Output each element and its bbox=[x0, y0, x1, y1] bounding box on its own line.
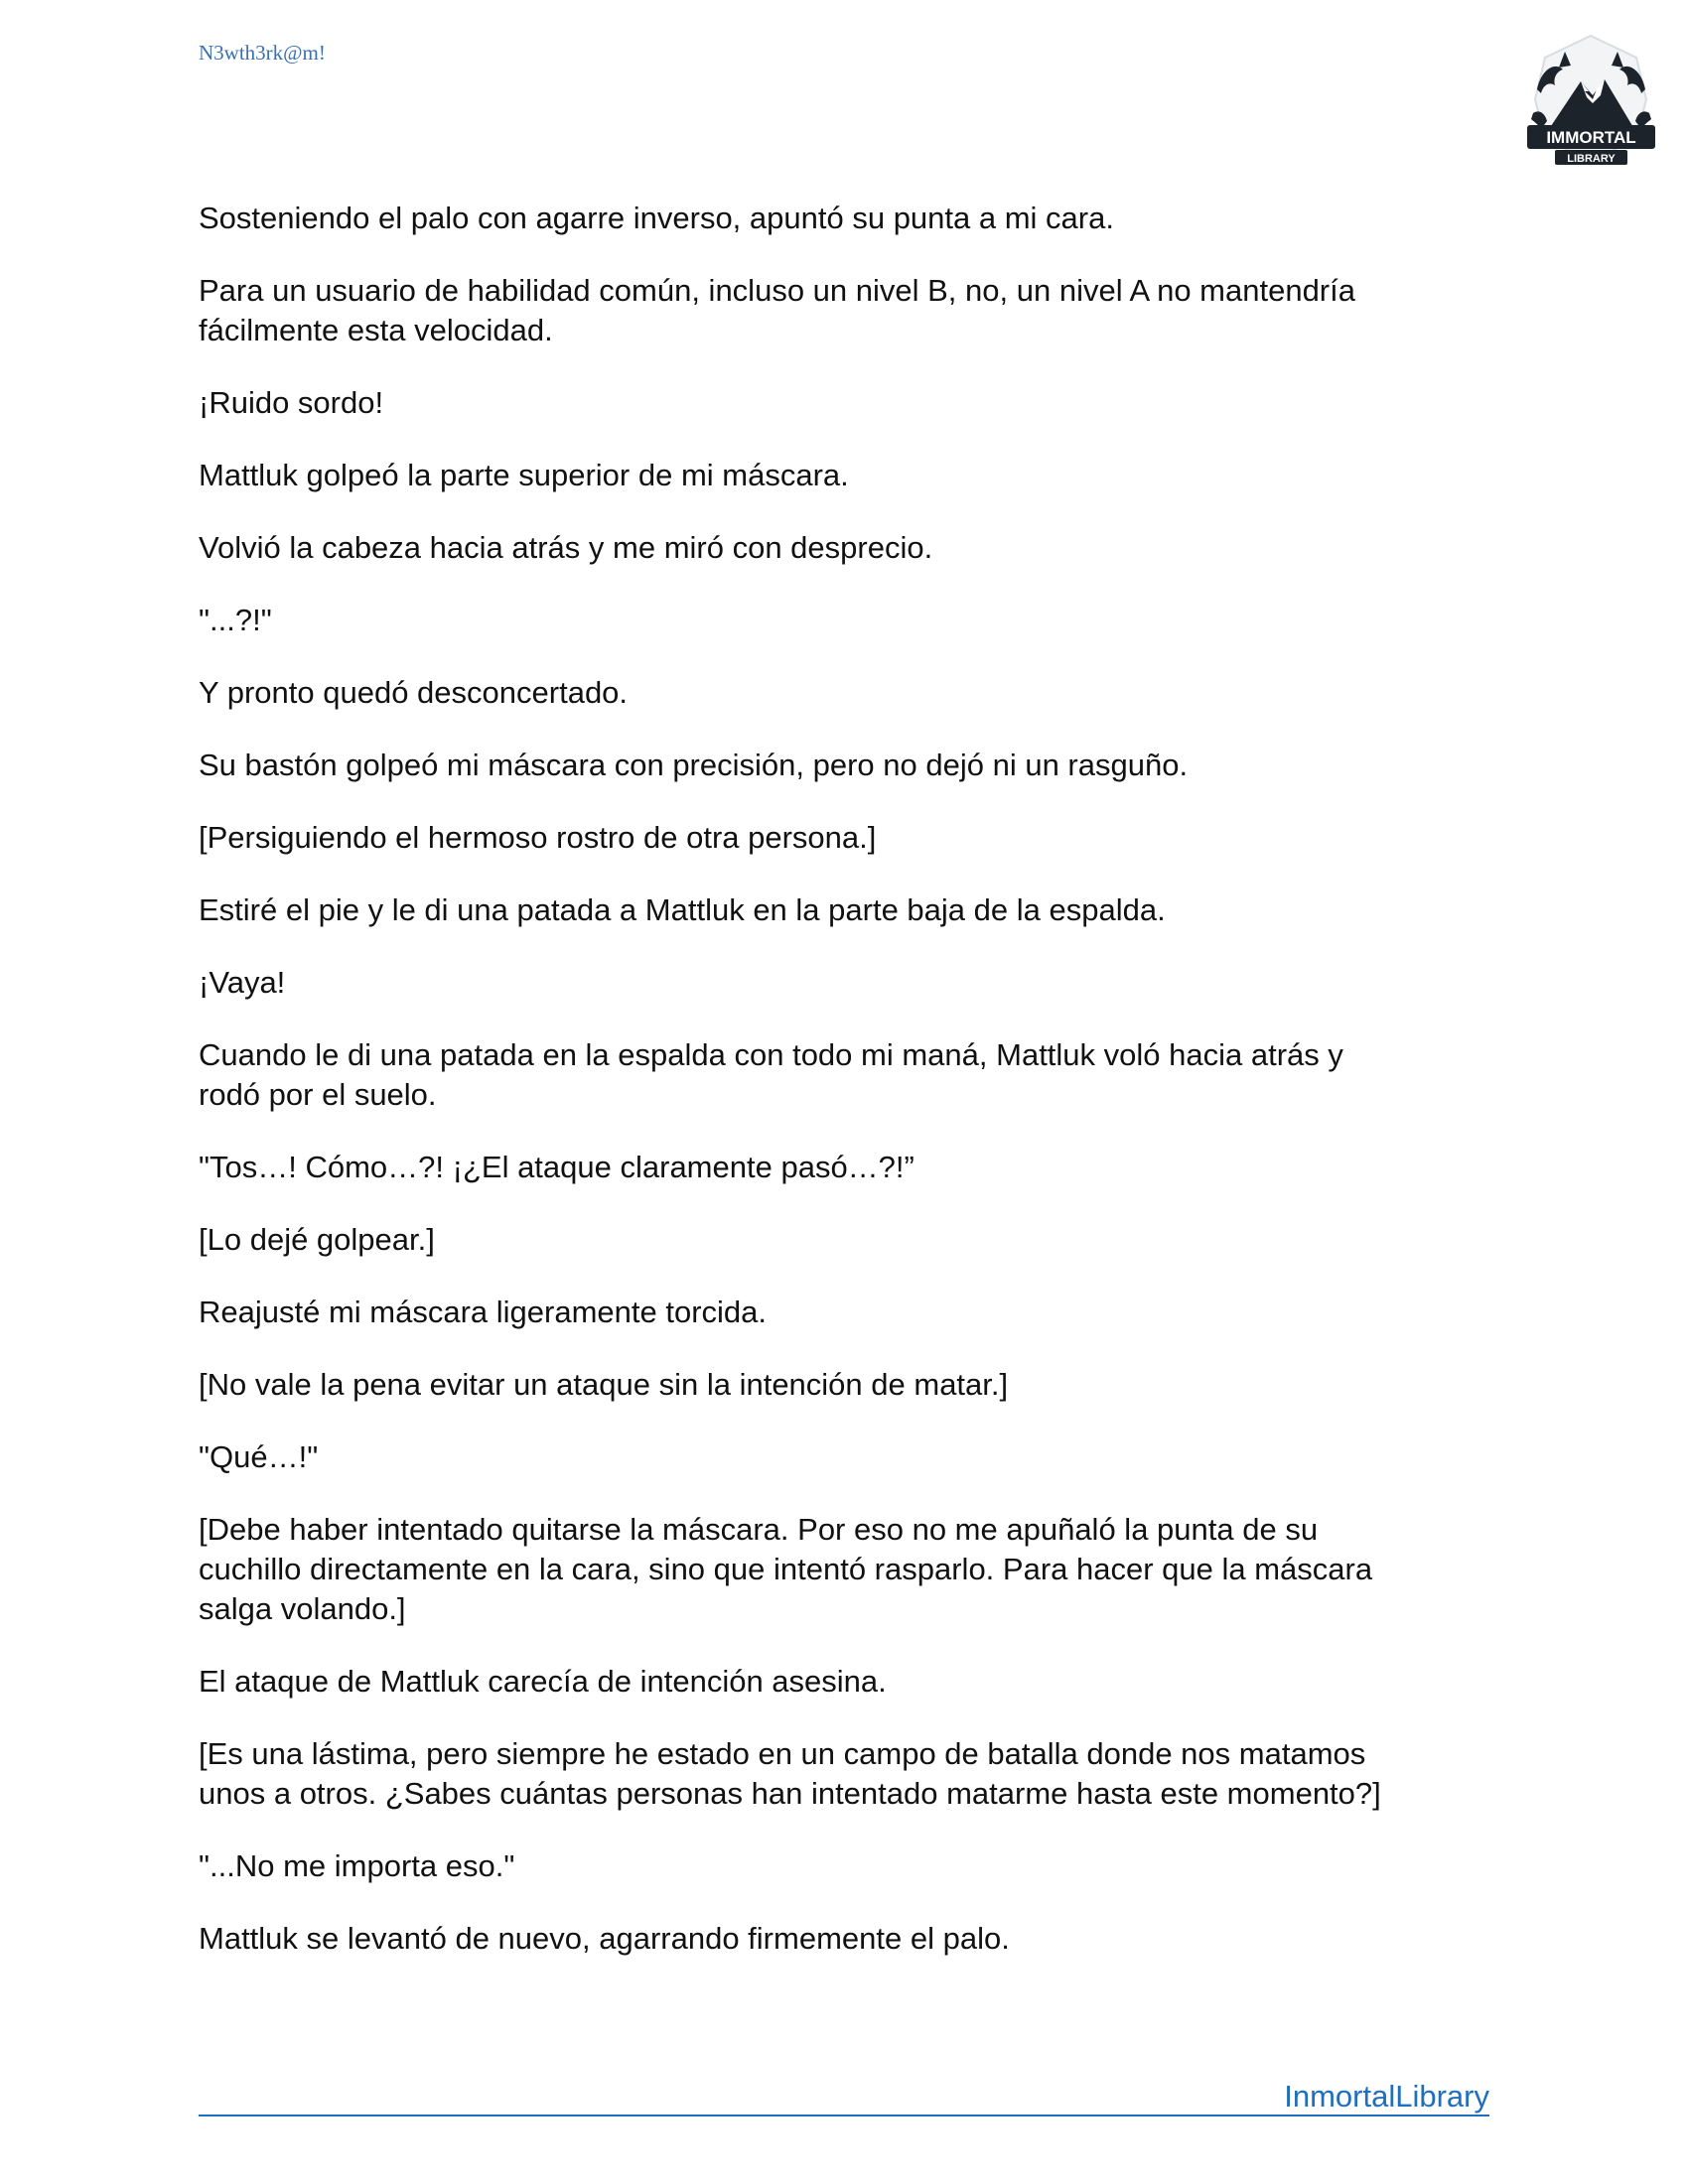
paragraph: Reajusté mi máscara ligeramente torcida. bbox=[199, 1295, 768, 1329]
paragraph: Mattluk se levantó de nuevo, agarrando firmemente el palo. bbox=[199, 1921, 1010, 1956]
paragraph: Cuando le di una patada en la espalda con todo mi maná, Mattluk voló hacia atrás y rodó por el suelo. bbox=[199, 1037, 1343, 1112]
paragraph: Sosteniendo el palo con agarre inverso, apuntó su punta a mi cara. bbox=[199, 201, 1114, 235]
paragraph: "...?!" bbox=[199, 603, 272, 637]
chapter-body bbox=[199, 199, 1499, 1991]
paragraph: Mattluk golpeó la parte superior de mi máscara. bbox=[199, 458, 849, 492]
paragraph: [Lo dejé golpear.] bbox=[199, 1222, 435, 1257]
paragraph: ¡Ruido sordo! bbox=[199, 385, 384, 420]
paragraph: El ataque de Mattluk carecía de intención asesina. bbox=[199, 1664, 887, 1699]
paragraph: Volvió la cabeza hacia atrás y me miró con desprecio. bbox=[199, 530, 933, 565]
logo-subtitle: LIBRARY bbox=[1567, 153, 1616, 165]
paragraph: [No vale la pena evitar un ataque sin la intención de matar.] bbox=[199, 1367, 1009, 1402]
paragraph: [Es una lástima, pero siempre he estado en un campo de batalla donde nos matamos unos a otros. ¿Sabes cuántas personas han intentado matarme hasta este momento?] bbox=[199, 1736, 1381, 1811]
paragraph: [Persiguiendo el hermoso rostro de otra persona.] bbox=[199, 820, 877, 855]
paragraph: [Debe haber intentado quitarse la máscara. Por eso no me apuñaló la punta de su cuchillo directamente en la cara, sino que intentó rasparlo. Para hacer que la máscara salga volando.] bbox=[199, 1512, 1373, 1626]
paragraph: Y pronto quedó desconcertado. bbox=[199, 675, 629, 710]
footer-library-link[interactable]: InmortalLibrary bbox=[1284, 2079, 1489, 2114]
footer-divider bbox=[199, 2115, 1489, 2116]
paragraph: ¡Vaya! bbox=[199, 965, 286, 1000]
logo-title: IMMORTAL bbox=[1546, 128, 1636, 147]
paragraph: "...No me importa eso." bbox=[199, 1848, 515, 1883]
paragraph: Para un usuario de habilidad común, incluso un nivel B, no, un nivel A no mantendría fácilmente esta velocidad. bbox=[199, 273, 1355, 347]
paragraph: Su bastón golpeó mi máscara con precisión, pero no dejó ni un rasguño. bbox=[199, 748, 1189, 782]
paragraph: Estiré el pie y le di una patada a Mattluk en la parte baja de la espalda. bbox=[199, 892, 1166, 927]
header-watermark: N3wth3rk@m! bbox=[199, 41, 326, 65]
paragraph: "Tos…! Cómo…?! ¡¿El ataque claramente pasó…?!” bbox=[199, 1150, 914, 1184]
immortal-library-logo bbox=[1519, 30, 1663, 179]
dragon-mountain-emblem-icon bbox=[1519, 30, 1663, 179]
paragraph: "Qué…!" bbox=[199, 1439, 319, 1474]
